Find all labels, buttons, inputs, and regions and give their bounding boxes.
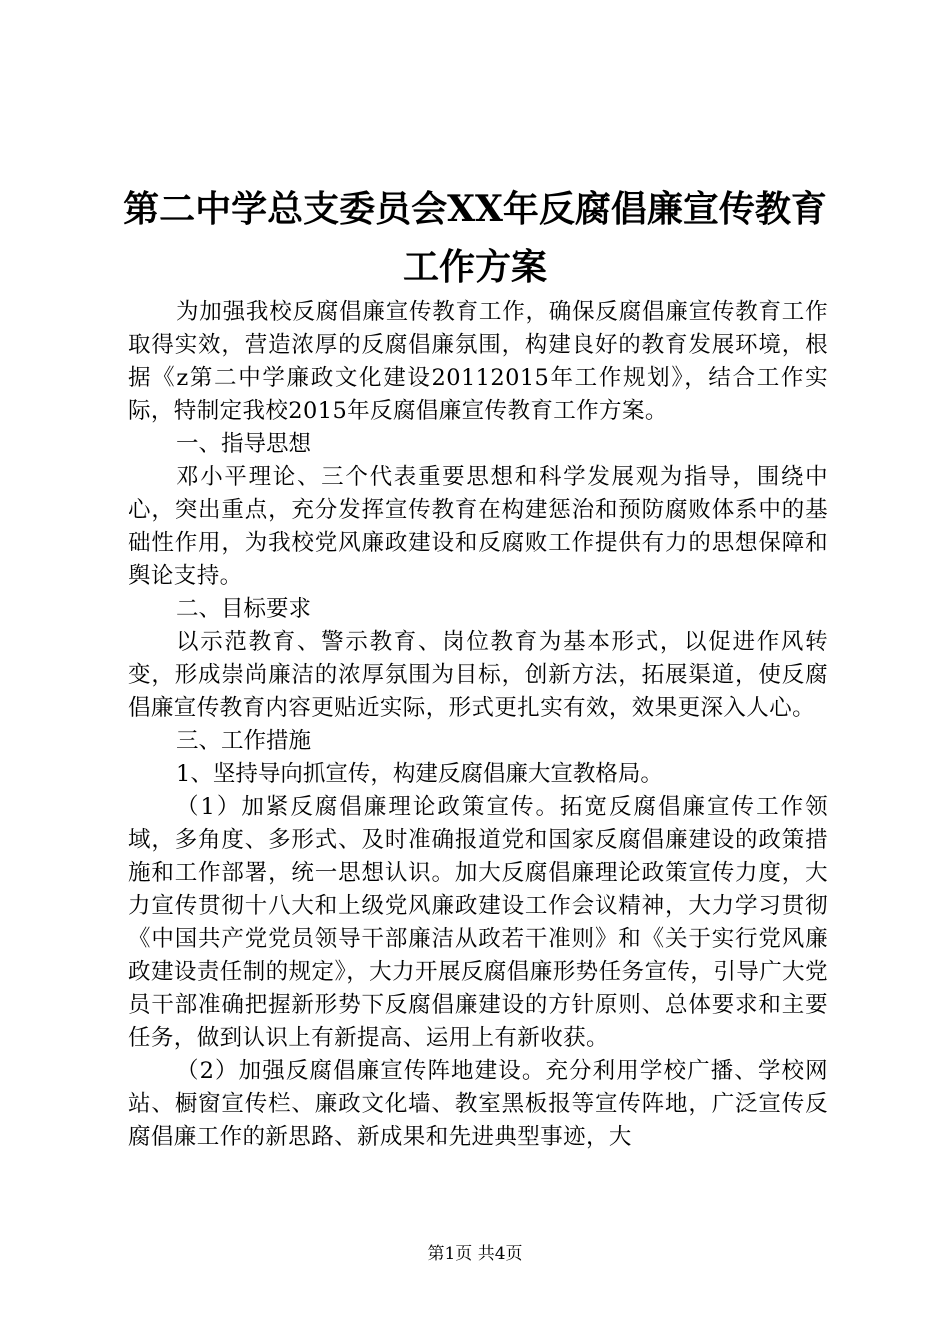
measure-1-item-2-paragraph: （2）加强反腐倡廉宣传阵地建设。充分利用学校广播、学校网站、橱窗宣传栏、廉政文化墙、教室黑板报等宣传阵地，广泛宣传反腐倡廉工作的新思路、新成果和先进典型事迹，大 xyxy=(128,1058,828,1150)
intro-paragraph: 为加强我校反腐倡廉宣传教育工作，确保反腐倡廉宣传教育工作取得实效，营造浓厚的反腐倡廉氛围，构建良好的教育发展环境，根据《z第二中学廉政文化建设20112015年工作规划》，结合工作实际，特制定我校2015年反腐倡廉宣传教育工作方案。 xyxy=(128,299,828,424)
title-line-2: 工作方案 xyxy=(402,246,547,288)
document-body xyxy=(128,296,828,1154)
section-heading-guiding-thought: 一、指导思想 xyxy=(176,431,312,457)
guiding-thought-paragraph: 邓小平理论、三个代表重要思想和科学发展观为指导，围绕中心，突出重点，充分发挥宣传教育在构建惩治和预防腐败体系中的基础性作用，为我校党风廉政建设和反腐败工作提供有力的思想保障和舆论支持。 xyxy=(128,464,828,589)
document-title xyxy=(100,180,850,296)
title-line-1: 第二中学总支委员会XX年反腐倡廉宣传教育 xyxy=(123,188,827,230)
goals-paragraph: 以示范教育、警示教育、岗位教育为基本形式，以促进作风转变，形成崇尚廉洁的浓厚氛围为目标，创新方法，拓展渠道，使反腐倡廉宣传教育内容更贴近实际，形式更扎实有效，效果更深入人心。 xyxy=(128,629,828,721)
page-footer: 第1页 共4页 xyxy=(427,1244,523,1264)
section-heading-measures: 三、工作措施 xyxy=(176,728,312,754)
section-heading-goals: 二、目标要求 xyxy=(176,596,312,622)
measure-1-heading: 1、坚持导向抓宣传，构建反腐倡廉大宣教格局。 xyxy=(176,761,663,787)
measure-1-item-1-paragraph: （1）加紧反腐倡廉理论政策宣传。拓宽反腐倡廉宣传工作领域，多角度、多形式、及时准确报道党和国家反腐倡廉建设的政策措施和工作部署，统一思想认识。加大反腐倡廉理论政策宣传力度，大力宣传贯彻十八大和上级党风廉政建设工作会议精神，大力学习贯彻《中国共产党党员领导干部廉洁从政若干准则》和《关于实行党风廉政建设责任制的规定》，大力开展反腐倡廉形势任务宣传，引导广大党员干部准确把握新形势下反腐倡廉建设的方针原则、总体要求和主要任务，做到认识上有新提高、运用上有新收获。 xyxy=(128,794,828,1051)
